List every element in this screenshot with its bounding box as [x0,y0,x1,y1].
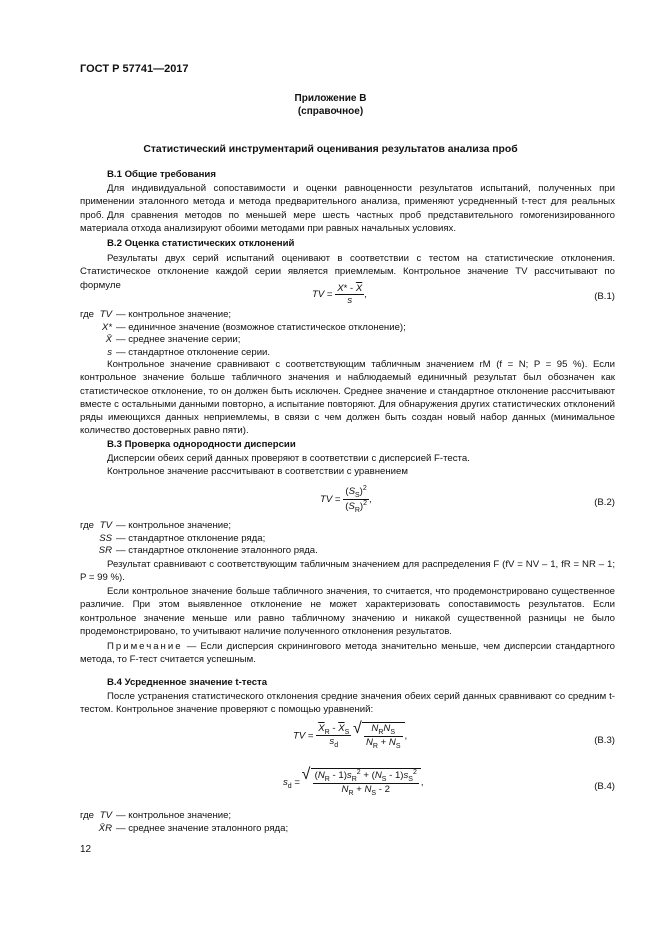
appendix-title: Приложение В [294,93,367,104]
formula-b4-number: (В.4) [594,781,615,792]
b2-legend-list [94,309,594,359]
section-b3-paragraph-4: Если контрольное значение больше табличного значения, то считается, что продемонстрировано существенное различие. При этом выявленное отклонение не может характеризовать сопоставимость результатов. Если контрольное значение меньше или равно табличному значению и никакой существенной разницы не было продемонстрировано, то учитывают наличие полученного отклонения результатов. [80,586,615,637]
legend-item: X̄R — среднее значение эталонного ряда; [98,822,289,834]
formula-b2: TV = $\frac{(S_S)^2}{(S_R)^2}$ , [320,485,372,515]
section-b3-paragraph-2: Контрольное значение рассчитывают в соответствии с уравнением [107,466,408,477]
section-b3-paragraph-3: Результат сравнивают с соответствующим табличным значением для распределения F (fV = NV – 1, fR = NR – 1; P = 99 %). [80,559,615,584]
section-b4-heading: В.4 Усредненное значение t-теста [107,677,268,688]
main-title: Статистический инструментарий оценивания результатов анализа проб [143,144,518,155]
section-b3-note [80,640,615,667]
legend-item: SR — стандартное отклонение эталонного ряда. [98,545,318,557]
formula-b1-number: (В.1) [594,291,615,302]
formula-b3: TV = $\frac{\overline{X}_R - \overline{X}_S}{s_d}$ √ $\frac{N_RN_S}{N_R + N_S}$ , [293,722,407,750]
section-b2-paragraph-1: Результаты двух серий испытаний оценивают в соответствии с тестом на статистические отклонения. Статистическое отклонение каждой серии является приемлемым. Контрольное значение TV рассчитывают по формуле [80,253,615,291]
note-text: — Если дисперсия скринингового метода значительно меньше, чем дисперсии стандартного метода, то F-тест считается успешным. [80,641,615,666]
legend-item: SS — стандартное отклонение ряда; [99,532,266,544]
formula-b1: TV = $\frac{X* - \overline{X}}{s}$ , [312,283,367,306]
formula-b4: $s_d$ = √ $\frac{(N_R - 1)s_R^2 + (N_S - 1)s_S^2}{N_R + N_S - 2}$ , [283,768,424,797]
legend-item: TV — контрольное значение; [99,520,232,531]
section-b1-paragraph-1: Для индивидуальной сопоставимости и оценки равноценности результатов испытаний, полученных при применении эталонного метода и метода предварительного анализа, применяют усредненный t-тест для реальных проб. [80,183,615,221]
where-intro: где [80,520,95,531]
section-b2-paragraph-2: Контрольное значение сравнивают с соответствующим табличным значением rM (f = N; P = 95 %). Если контрольное значение больше табличного значения и наблюдаемый единичный результат был обозначен как статистическое отклонение, то он должен быть исключен. Среднее значение и стандартное отклонение рассчитывают вместе с остальными данными повторно, а испытание повторяют. Для обнаружения других статистических отклонений ряды имеющихся данных неприемлемы, в связи с чем должен быть создан новый набор данных (минимальное количество достоверных равно пяти). [80,359,615,437]
section-b3-heading: В.3 Проверка однородности дисперсии [107,439,296,450]
page-number: 12 [80,844,92,855]
section-b1-paragraph-2: Для сравнения методов по меньшей мере шесть частных проб представительного гомогенизированного материала отхода анализируют обоими методами при равных начальных условиях. [80,210,615,235]
note-label: Примечание [107,641,183,652]
section-b2-heading: В.2 Оценка статистических отклонений [107,238,295,249]
b3-legend-list [94,520,594,558]
formula-b2-number: (В.2) [594,497,615,508]
legend-item: X̄ — среднее значение серии; [105,334,241,346]
legend-item: TV — контрольное значение; [99,309,232,320]
document-standard-number: ГОСТ Р 57741—2017 [80,63,189,75]
appendix-subtitle: (справочное) [297,106,364,117]
section-b3-paragraph-1: Дисперсии обеих серий данных проверяют в соответствии с дисперсией F-теста. [107,453,470,464]
b4-legend-list [94,810,594,835]
formula-b3-number: (В.3) [594,735,615,746]
legend-item: s — стандартное отклонение серии. [107,346,271,358]
section-b1-heading: В.1 Общие требования [107,169,216,180]
legend-item: X* — единичное значение (возможное статистическое отклонение); [101,321,406,333]
legend-item: TV — контрольное значение; [99,810,232,821]
section-b4-paragraph-1: После устранения статистического отклонения средние значения обеих серий данных сравнивают со средним t-тестом. Контрольное значение проверяют с помощью уравнений: [80,691,615,716]
where-intro: где [80,309,95,320]
where-intro: где [80,810,95,821]
